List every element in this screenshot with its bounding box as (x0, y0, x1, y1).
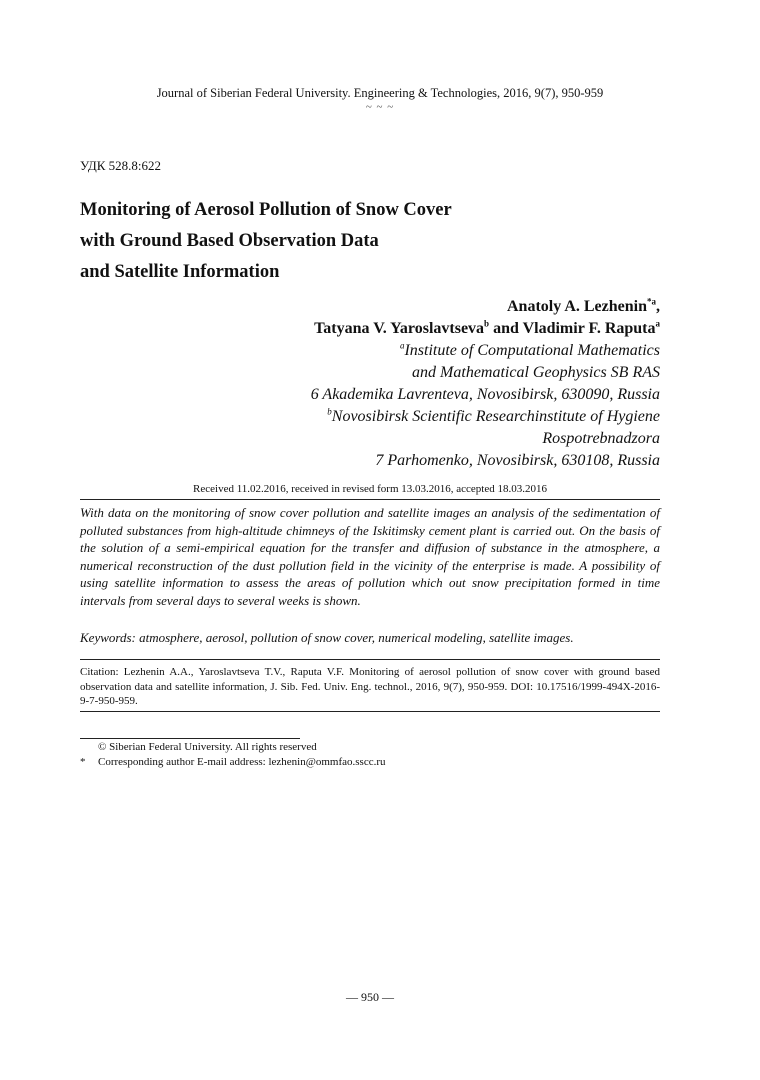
author-1-sup: *a (647, 296, 656, 307)
title-line-3: and Satellite Information (80, 262, 280, 282)
title-line-1: Monitoring of Aerosol Pollution of Snow Cover (80, 200, 452, 220)
citation-bottom-rule (80, 711, 660, 712)
affiliation-b-line-2: Rospotrebnadzora (542, 430, 660, 447)
author-3-sup: a (655, 318, 660, 329)
author-2-sup: b (484, 318, 490, 329)
author-1-comma: , (656, 298, 660, 315)
affiliation-a-address: 6 Akademika Lavrenteva, Novosibirsk, 630090, Russia (310, 386, 660, 403)
title-line-2: with Ground Based Observation Data (80, 231, 379, 251)
footnote-star: * (80, 756, 86, 768)
author-line-1 (314, 296, 660, 318)
affiliation-a-line-1 (311, 340, 660, 362)
journal-header: Journal of Siberian Federal University. Engineering & Technologies, 2016, 9(7), 950-959 (156, 86, 604, 100)
affiliation-b-sup: b (327, 406, 332, 417)
received-dates: Received 11.02.2016, received in revised form 13.03.2016, accepted 18.03.2016 (193, 483, 547, 495)
affiliation-a-name: Institute of Computational Mathematics (404, 342, 660, 359)
author-3: Vladimir F. Raputa (522, 320, 656, 337)
affiliation-b-line-1 (311, 406, 660, 428)
affiliations (311, 340, 660, 472)
author-line-2 (314, 318, 660, 340)
affiliation-b-address: 7 Parhomenko, Novosibirsk, 630108, Russia (375, 452, 660, 469)
author-1: Anatoly A. Lezhenin (506, 298, 647, 315)
header-separator: ~ ~ ~ (365, 101, 395, 113)
corresponding-author-email: Corresponding author E-mail address: lezhenin@ommfao.sscc.ru (98, 756, 386, 768)
author-2: Tatyana V. Yaroslavtseva (314, 320, 485, 337)
abstract-top-rule (80, 499, 660, 500)
keywords: Keywords: atmosphere, aerosol, pollution of snow cover, numerical modeling, satellite images. (80, 630, 574, 645)
abstract: With data on the monitoring of snow cover pollution and satellite images an analysis of the sedimentation of polluted substances from high-altitude chimneys of the Iskitimsky cement plant is carried out. On the basis of the solution of a semi-empirical equation for the transfer and diffusion of substance in the atmosphere, a numerical reconstruction of the dust pollution field in the vicinity of the enterprise is made. A possibility of using satellite information to assess the areas of pollution which out snow precipitation formed in time intervals from several days to several weeks is shown. (80, 505, 660, 608)
page-number: — 950 — (346, 990, 394, 1004)
footnote-copyright: © Siberian Federal University. All rights reserved (98, 741, 317, 753)
author-and: and (489, 320, 523, 337)
citation: Citation: Lezhenin A.A., Yaroslavtseva T.V., Raputa V.F. Monitoring of aerosol pollution of snow cover with ground based observation data and satellite information, J. Sib. Fed. Univ. Eng. technol., 2016, 9(7), 950-959. DOI: 10.17516/1999-494X-2016-9-7-950-959. (80, 666, 660, 707)
paper-title (80, 195, 680, 288)
udk-code: УДК 528.8:622 (80, 158, 162, 173)
affiliation-a-line-2: and Mathematical Geophysics SB RAS (412, 364, 660, 381)
citation-top-rule (80, 659, 660, 660)
author-list (314, 296, 660, 340)
footnote-rule (80, 738, 300, 739)
footnote-corresponding (80, 756, 386, 768)
affiliation-b-name: Novosibirsk Scientific Researchinstitute of Hygiene (331, 408, 660, 425)
affiliation-a-sup: a (399, 340, 405, 351)
